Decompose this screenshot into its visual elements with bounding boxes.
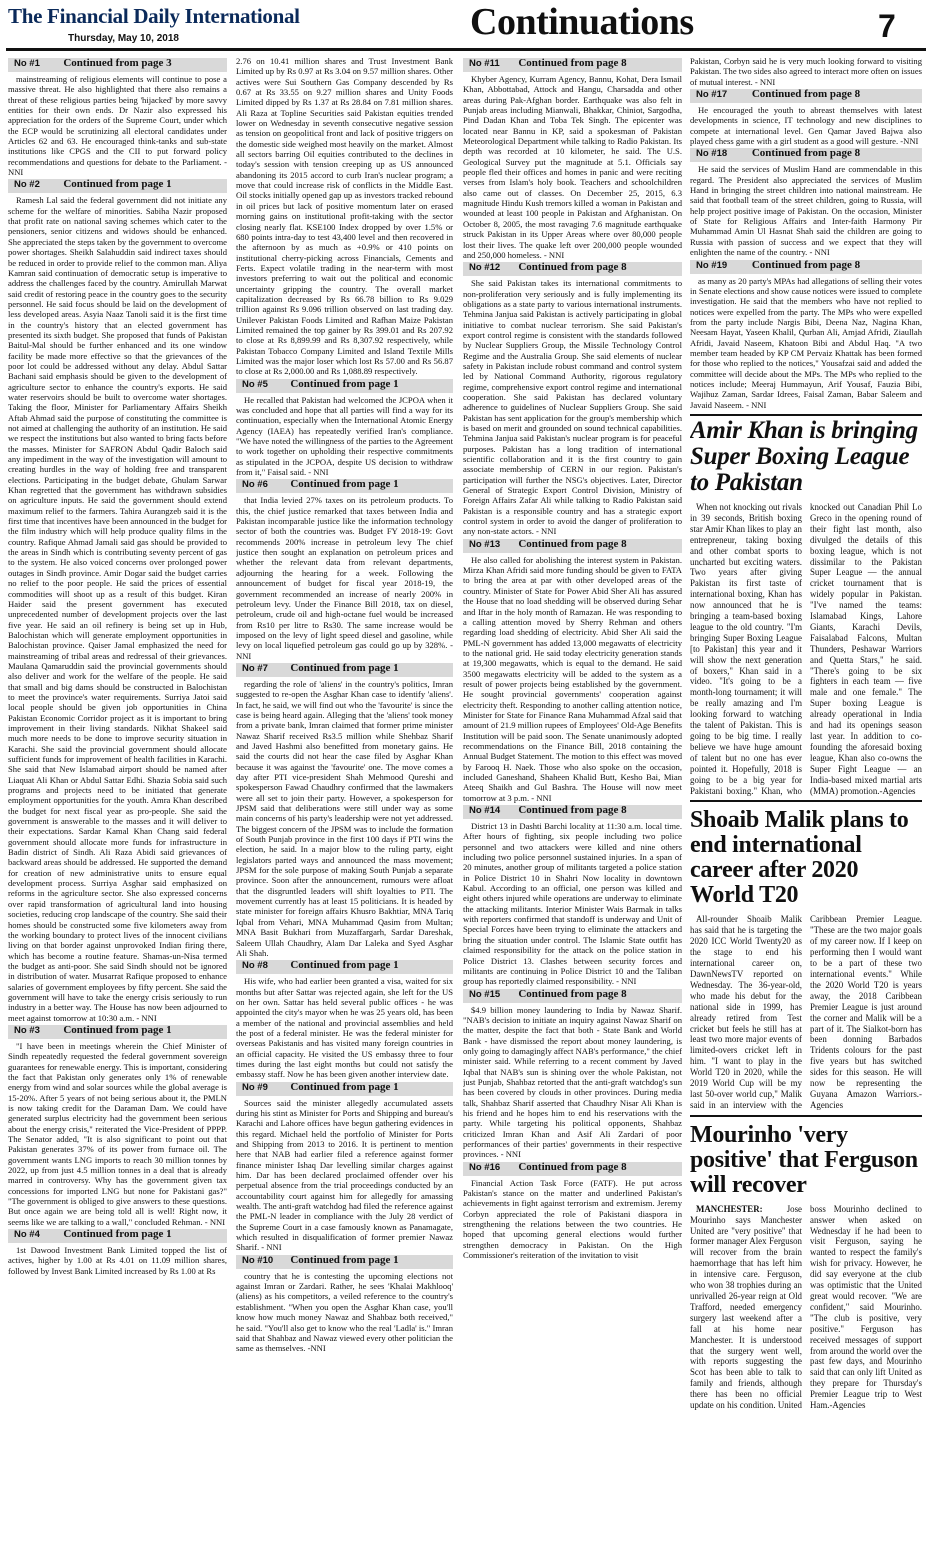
article-text: He recalled that Pakistan had welcomed the JCPOA when it was concluded and hope that all parties will find a way for its continuation, especially when the International Atomic Energy Agency (IAEA) has repeatedly verified Iran's compliance. "We have noted the willingness of the parties to the Agreement to work together on upholding their respective commitments as stipulated in the JCPOA, despite US decision to withdraw from it," Faisal said. - NNI [236,394,453,478]
box-number: No #3 [14,1024,40,1036]
box-label: Continued from page 1 [290,1080,399,1093]
continuation-box-11 [463,58,682,72]
box-number: No #13 [469,538,501,550]
box-number: No #7 [242,662,268,674]
article-text: He said the services of Muslim Hand are commendable in this regard. The President also appreciated the services of Muslim Hand in bringing the street children into national mainstream. He said that football team of the street children, going to Russia, will help project positive image of Pakistan. On the occasion, Minister of State for Religious Affairs and Inter-faith Harmony Pir Muhammad Amin Ul Hasnat Shah said the children are going to Russia with passion of success and we expect that they will enlighten the name of the country. - NNI [690,164,922,258]
box-label: Continued from page 1 [290,377,399,390]
box-label: Continued from page 1 [290,661,399,674]
story-body: Jose Mourinho says Manchester United are "very positive" that former manager Alex Ferguson will recover from the brain haemorrhage that has left him in intensive care. Ferguson, who won 38 trophies during an unrivalled 26-year reign at Old Trafford, needed emergency surgery last weekend after a fall at his home near Manchester. It is understood that the surgery went well, with reports suggesting the Scot has been able to talk to family and friends, although there has been no official update on his condition. United boss Mourinho declined to answer when asked on Wednesday if he had been to visit Ferguson, saying he wanted to respect the family's wish for privacy. However, he did say everyone at the club was optimistic that the United great would recover. "We are confident," said Mourinho. "The club is positive, very positive." Ferguson has received messages of support from around the world over the past few days, and Mourinho said that can only lift United as they prepare for Thursday's Premier League trip to West Ham.-Agencies [690,1203,922,1411]
article-text: Ramesh Lal said the federal government did not initiate any scheme for the welfare of minorities. Sabiha Nazir proposed that profit rate on national saving schemes which cater to the pensioners, senior citizens and widows should be enhanced. She appreciated the steps taken by the government to overcome power shortages. Sheikh Salahuddin said indirect taxes should be reduced in order to provide relief to the common man. Aliya Kamran said continuation of democratic setup is imperative to address the challenges faced by the country. Amirullah Marwat said credit of restoring peace in the country goes to the security personnel. He said focus should be laid on the development of less developed areas. Asyia Naaz Tanoli said it is the first time in the country's history that an elected government has presented its sixth budget. She proposed that funds of Pakistan Baitul-Mal should be further enhanced and its one window facility be made more effective so that the grievances of the poor lot could be addressed without any delay. Abdul Sattar Bachani said emphasis should be given to the development of agriculture sector to enhance the country's exports. He said water reservoirs should be built to overcome water shortages. Taking the floor, Minister for Parliamentary Affairs Sheikh Aftab Ahmad said the purpose of constituting the committee is not aimed at challenging the authority of an institution. He said we respect the institutions but also wanted to bring facts before the masses. Minister for SAFRON Abdul Qadir Baloch said any impediment in the way of the investigation will amount to creating hurdles in the way of holding free and transparent elections. Participating in the budget debate, Ghulam Sarwar Khan regretted that the government has withdrawn subsidies on agriculture inputs. He said the government should extend maximum relief to the farmers. Tahira Aurangzeb said it is the first time that incentives have been announced in the budget for the film industry which will help produce quality films in the country. Rafique Ahmad Jamali said gas should be provided to the areas in Sindh which is contributing seventy percent of gas to the system. He also voiced concerns over prolonged power outages in Sindh province. Amir Dogar said the budget carries no relief to the poor people. He said the prices of essential commodities will shoot up as a result of this budget. Kiran Haider said the present government has executed unprecedented number of development projects over the last five year. He said an oil refinery is being set up in Hub, Balochistan which will generate employment opportunities in Balochistan province. Qaiser Jamal emphasized the need for mainstreaming of tribal areas and redressal of their grievances. Maulana Qamaruddin said the provincial governments should also deliver and work for the welfare of the people. He said that small and big dams should be constructed in Balochistan to meet the province's water requirements. Surriya Jatoi said local people should be given job opportunities in China Pakistan Economic Corridor project as it is important to bring improvement in their living standards. Nikhat Shakeel said much more needs to be done to improve security situation in Karachi. She said the provincial government should allocate sufficient funds for improvement of health facilities in Karachi. She said that New Islamabad airport should be named after Liaquat Ali Khan or Abdul Sattar Edhi. Shazia Sobia said such programs and projects need to be initiated that generate employment opportunities for the youth. Amra Khan described the budget for next fiscal year as pro-people. She said the government is answerable to the masses and it will deliver to their expectations. Sardar Kamal Khan Chang said federal government should allocate more funds for infrastructure in Badin district of Sindh. Ali Raza Abidi said grievances of backward areas should be addressed. He supported the demand for creation of new administrative units to ensure equal development process. Surriya Asghar said emphasized on reforms in the agriculture sector. She also expressed concerns over rapid transformation of agricultural land into housing societies, reducing crop landscape of the country. She said their homes should be constructed some five kilometers away from the working boundary to protect lives of the innocent civilians living on that border against unprovoked Indian firing there, which has become a routine feature. Shamas-un-Nisa termed the budget as anti-poor. She said Sindh should not be ignored in distribution of water. Musarrat Rafique proposed to enhance salaries of government employees by fifty percent. She said the government will have to take the energy crisis seriously to run industry in a better way. The House has now been adjourned to meet against tomorrow at 10:30 a.m. - NNI [8,195,227,1023]
box-number: No #8 [242,960,268,972]
box-label: Continued from page 8 [518,804,627,817]
article-text: as many as 20 party's MPAs had allegations of selling their votes in Senate elections and show cause notices were issued to complete investigation. He said that the members who have not replied to notices were expelled from the party. The MPs who were expelled from the party include Nargis Bibi, Deena Naz, Nagina Khan, Neesam Hayat, Yaseen Khalil, Qurban Ali, Amjad Afridi, Ziaullah Afridi, Javaid Naseem, Khatoon Bibi and Abdul Haq. "A two member team headed by KP CM Pervaiz Khattak has been formed for those who replied to the notices," Yousafzai said and added the committee will decide about the MPs. The MPs who replied to the notices include; Meeraj Hummayun, Arif Yousaf, Fauzia Bibi, Wajihuz Zaman, Sardar Idrees, Faisal Zaman, Babar Saleem and Javaid Naseem. - NNI [690,275,922,410]
box-label: Continued from page 8 [518,987,627,1000]
headline-mourinho: Mourinho 'very positive' that Ferguson will recover [690,1121,918,1198]
story-shoaib-malik [690,914,922,1110]
box-label: Continued from page 1 [63,1228,172,1241]
article-text: Financial Action Task Force (FATF). He put across Pakistan's stance on the matter and underlined Pakistan's achievements in fight against terrorism and extremism. Jeremy Corbyn appreciated the role of Pakistani diaspora in strengthening the relations between the two countries. He hoped that upcoming general elections would further strengthen democracy in Pakistan. On the High Commissioner's reiteration of the invitation to visit [463,1177,682,1261]
article-text: Sources said the minister allegedly accumulated assets during his stint as Minister for Ports and Shipping and bureau's Karachi and Lahore offices have begun gathering evidences in this regard. Michael held the portfolio of Minister for Ports and Shipping from 2013 to 2016. It is pertinent to mention here that NAB had earlier filed a reference against former finance minister Ishaq Dar levelling similar charges against him. Dar has been declared proclaimed offender over his perpetual absence from the trial proceedings conducted by an accountability court against him for allegedly for amassing wealth. The anti-graft watchdog had filed the reference against the PML-N leader in compliance with the July 28 verdict of the Supreme Court in a case famously known as Panamagate, which resulted in disqualification of former premier Nawaz Sharif. - NNI [236,1097,453,1253]
box-label: Continued from page 3 [63,57,172,69]
box-label: Continued from page 1 [290,959,399,972]
box-number: No #6 [242,479,268,491]
continuation-box-6 [236,479,453,493]
box-number: No #2 [14,179,40,191]
article-text: She said Pakistan takes its international commitments to non-proliferation very seriously and is fully implementing its obligations as a state party to various international instruments. Tehmina Janjua said Pakistan is actively participating in global initiative to combat nuclear terrorism. She said Pakistan's export control regime is consistent with the standards followed by Nuclear Suppliers Group, the Missile Technology Control Regime and the Australia Group. She said elements of nuclear safety in Pakistan include robust command and control system led by National Command Authority, rigorous regulatory regime, comprehensive export control regime and international cooperation. She said Pakistan has declared voluntary adherence to guidelines of Nuclear Suppliers Group. She said Pakistan has sent application for the group's membership which is based on merit and grounded on sound technical capabilities. Tehmina Janjua said Pakistan's nuclear program is for peaceful purposes. Pakistan has a long tradition of international scientific collaboration and it is the first country to gain associate membership of CERN in our region. Pakistan's participation will further the NSG's objectives. Later, Director General of Strategic Export Control Division, Ministry of Foreign Affairs Zafar Ali while talking to Radio Pakistan said Pakistan is a responsible country and has a strategic export control system in order to avoid the danger of proliferation to any non-state actors. - NNI [463,278,682,537]
box-number: No #9 [242,1081,268,1093]
box-label: Continued from page 1 [63,1023,172,1036]
box-label: Continued from page 1 [63,178,172,191]
article-text: that India levied 27% taxes on its petroleum products. To this, the chief justice remarked that taxes between India and Pakistan incomparable justice like the information technology sector of both the countries was. Budget FY 2018-19: Govt recommends 200% increase in petroleum levy The chief justice then sought an explanation on petroleum prices and whether the relevant data from relevant departments, adjourning the hearing for a week. Following the announcement of budget for fiscal year 2018-19, the government recommended an increase of nearly 200% in petroleum levy. Under the Finance Bill 2018, tax on diesel, petroleum, crude oil and high-octane fuel would be increased from Rs10 per litre to Rs30. The same increase would be imposed on the levy of light speed diesel and gasoline, while levy on local liquefied petroleum gas could go up by 328%. - NNI [236,495,453,661]
continuation-box-2 [8,179,227,193]
box-number: No #12 [469,262,501,274]
box-number: No #5 [242,378,268,390]
continuation-box-9 [236,1082,453,1096]
box-label: Continued from page 1 [290,1253,399,1266]
page-number: 7 [878,8,896,44]
story-text: All-rounder Shoaib Malik has said that he is targeting the 2020 ICC World Twenty20 as the stage to end his international career on, DawnNewsTV reported on Wednesday. The 36-year-old, who made his debut for the national side in 1999, has already retired from Test cricket but feels he still has at least two more major events of limited-overs cricket left in him. "I want to play in the World T20 in 2020, while the 2019 World Cup will be my last 50-over world cup," Malik said in an interview with the Caribbean Premier League. "These are the two major goals of my career now. If I keep on performing then I would want to be a part of these two international events." While the 2020 World T20 is years away, the 2018 Caribbean Premier League is just around the corner and Malik will be a part of it. The Sialkot-born has been donning Barbados Tridents colours for the past five years but has switched sides for this season. He will now be representing the Guyana Amazon Warriors.-Agencies [690,914,922,1110]
continuation-box-19 [690,260,922,274]
continuation-box-7 [236,663,453,677]
box-label: Continued from page 1 [290,478,399,491]
issue-date: Thursday, May 10, 2018 [68,33,179,44]
continuation-box-15 [463,989,682,1003]
newspaper-title: The Financial Daily International [8,4,300,28]
story-divider [690,800,922,802]
column-3 [463,56,682,1550]
box-number: No #1 [14,58,40,69]
story-amir-khan [690,502,922,796]
box-number: No #15 [469,988,501,1000]
box-number: No #19 [696,259,728,271]
box-number: No #11 [469,58,500,69]
article-text: regarding the role of 'aliens' in the country's politics, Imran suggested to re-open the Asghar Khan case to identify 'aliens'. In fact, he said, we will find out who the 'favourite' is since the case is being heard again. Alleging that the 'aliens' took money from a private bank, Imran claimed that former prime minister Nawaz Sharif received Rs3.5 million while Shehbaz Sharif and Javed Hashmi also benefitted from monetary gains. He said the courts did not hear the case filed by Asghar Khan because it was against the 'favourite' one. The move comes a day after PTI vice-president Shah Mehmood Qureshi and spokesperson Fawad Chaudhry confirmed that the lawmakers were all set to join their party. However, a spokesperson for JPSM said that deliberations were still under way as some main concerns of his party's leadership were not yet addressed. The biggest concern of the JPSM was to include the formation of South Punjab province in the first 100 days if PTI wins the election, he said. In a major blow to the ruling party, eight legislators parted ways and announced the mass movement; JPSM for the sole purpose of making South Punjab a separate province. Soon after the announcement, rumours were afloat that the disgruntled leaders will shift loyalties to PTI. The movement currently has at least 15 politicians. It is headed by state minister for foreign affairs Khusro Bakhtiar, MNA Tariq Iqbal from Vehari, MNA Muhammad Qasim from Multan; MNA Basit Bukhari from Muzaffargarh, Sardar Dareshak, Saleem Ullah Chaudhry, Alam Dar Laleka and Syed Asghar Ali Shah. [236,678,453,958]
article-text: $4.9 billion money laundering to India by Nawaz Sharif. "NAB's decision to initiate an inquiry against Nawaz Sharif on the matter, despite the fact that both - State Bank and World Bank - have dismissed the report about money laundering, is only going to damagingly affect NAB's performance," the chief minister said. While referring to a recent comment by Javed Iqbal that NAB's sun is shining over the whole Pakistan, not just Punjab, Shahbaz retorted that the anti-graft watchdog's sun has been covered by clouds in other provinces. During media talk, Shahbaz Sharif asserted that Chaudhry Nisar Ali Khan is his friend and he hopes him to end his reservations with the party. While targeting his political opponents, Shahbaz criticized Imran Khan and Asif Ali Zardari of poor performances of their parties' governments in their respective provinces. - NNI [463,1004,682,1160]
article-text: District 13 in Dashti Barchi locality at 11:30 a.m. local time. After hours of fighting, six people including two police personnel and two attackers were killed and nine others including two police personnel sustained injuries. In a span of 20 minutes, another group of militants targeted a police station in Police District 10 in Shahri Now locality in downtown Kabul. According to an official, one person was killed and eight others injured while operations are underway to eliminate the attacking militants. Interior Minister Wais Barmak in talks with reporters confirmed that standoff is underway and Unit of Special Forces have been trying to eliminate the attackers and bring the situation under control. The Islamic State outfit has claimed responsibility for the attack on the police station in Police District 13. Clashes between security forces and militants are continuing in Police District 10 and the Taliban group has reportedly claimed responsibility. - NNI [463,821,682,987]
box-label: Continued from page 8 [518,537,627,550]
story-divider [690,1115,922,1117]
box-number: No #16 [469,1161,501,1173]
box-number: No #14 [469,805,501,817]
box-label: Continued from page 8 [518,1160,627,1173]
article-text: "I have been in meetings wherein the Chief Minister of Sindh repeatedly requested the federal government sovereign guarantees for renewable energy. This is important, considering the fact that Pakistan only generates only 1% of renewable energy from wind and solar sources while the global average is 15-20%. After 5 years of not being serious about it, the PMLN is now taking credit for the Daraman Dam. We could have generated surplus electricity had the government been serious about the energy crisis," reiterated the Vice-President of PPPP. The Senator added, "It is also significant to point out that Pakistan generates 37% of its power from furnace oil. The government wants LNG imports to reach 30 million tonnes by 2022, up from just 4.5 million tonnes in a deal that is already marred in controversy. Why has the government given tax concessions for imported LNG but none for Pakistani gas?" "The government is obliged to give answers to these questions. But once again we are being told all is well! Right now, it seems like we are talking to a wall," concluded Rehman. - NNI [8,1040,227,1227]
article-text: country that he is contesting the upcoming elections not against Imran or Zardari. Rather, he sees 'Khalai Makhlooq' (aliens) as his competitors, a veiled reference to the country's establishment. "When you open the Asghar Khan case, you'll know how much money Nawaz and Shahbaz both received," he said. "You'll also get to know who the real 'Ladla' is." Imran said that Shahbaz and Nawaz viewed every other politician the same as themselves. -NNI [236,1270,453,1354]
continuation-box-3 [8,1025,227,1039]
box-label: Continued from page 8 [751,147,861,160]
column-2 [236,56,453,1550]
article-text: He encouraged the youth to abreast themselves with latest developments in science, IT technology and new disciplines to compete at international level. Gen Qamar Javed Bajwa also played chess game with a girl student as a good will gesture. -NNI [690,105,922,147]
continuation-box-1 [8,58,227,72]
continuation-box-13 [463,539,682,553]
article-text: 2.76 on 10.41 million shares and Trust Investment Bank Limited up by Rs 0.97 at Rs 3.04 on 9.57 million shares. Other actives were Sui Southern Gas Company descended by Rs 0.67 at Rs 33.55 on 9.27 million shares and Unity Foods Limited dipped by Rs 1.37 at Rs 28.84 on 7.81 million shares. Ali Raza at Topline Securities said Pakistan equities trended lower on Wednesday in seventh consecutive negative session as tension on geopolitical front and lack of positive triggers on the domestic side weighed most heavily on the market. Almost all sectors barring Oil equities contributed to the declines in today's session with tension creeping up as US announced abandoning its 2015 accord to curb Iran's nuclear program; a move that could increase risk of conflicts in the Middle East. Oil stocks initially opened gap up as investors tracked rebound in oil prices but lack of positive momentum later on erased morning gains on institutional profit-taking with the sector closing nearly flat. KSE100 Index dropped by over 1.5% or 680 points intra-day to test 43,400 level and then recovered in the afternoon by as much as +0.9% or 410 points on institutional cherry-picking across Financials, Cements and Ferts. Expect volatile trading in the near-term with most investors preferring to wait out the political and economic uncertainty gripping the country. The overall market capitalization decreased by Rs 66.78 billion to Rs 9.029 trillion against Rs 9.096 trillion observed on last trading day. Unilever Pakistan Foods Limited and Rafhan Maize Pakistan Limited remained the top gainer by Rs 399.01 and Rs 207.92 to close at Rs 8,899.99 and Rs 8,307.92 respectively, while Pakistan Tobacco Company Limited and Island Textile Mills Limited was the major loser which lost Rs 57.00 and Rs 56.87 to close at Rs 2,000.00 and Rs 1,088.89 respectively. [236,56,453,377]
headline-shoaib-malik: Shoaib Malik plans to end international career after 2020 World T20 [690,807,909,909]
continuation-box-8 [236,960,453,974]
continuation-box-10 [236,1255,453,1269]
box-label: Continued from page 8 [751,88,861,101]
story-divider [690,414,922,416]
headline-amir-khan: Amir Khan is bringing Super Boxing League to Pakistan [690,416,918,496]
box-label: Continued from page 8 [518,57,627,69]
continuation-box-5 [236,379,453,393]
article-text: Pakistan, Corbyn said he is very much looking forward to visiting Pakistan. The two sides also agreed to interact more often on issues of mutual interest. - NNI [690,56,922,87]
box-number: No #18 [696,148,728,160]
box-label: Continued from page 8 [751,258,861,271]
box-number: No #10 [242,1254,274,1266]
continuation-box-12 [463,262,682,276]
article-text: His wife, who had earlier been granted a visa, waited for six months but after Sattar was rejected again, she left for the US on her own. Sattar has held several public offices - he was appointed the city's mayor when he was 25 years old, has been a member of the national and provincial assemblies and held the post of a federal minister. He was the federal minister for overseas Pakistanis and has visited many foreign countries in an official capacity. He visited the US embassy three to four times during the last eight months but could not satisfy the embassy staff. Now he has been given another interview date. [236,976,453,1080]
continuation-box-18 [690,148,922,162]
article-text: He also called for abolishing the interest system in Pakistan. Mirza Khan Afridi said more funding should be given to FATA to bring the area at par with other developed areas of the country. Minister of State for Power Abid Sher Ali has assured the House that no load shedding will be observed during Sehar and Iftar in the holy month of Ramazan. He was responding to a calling attention moved by Sherry Rehman and others regarding load shedding of electricity. Abid Sher Ali said the PML-N government has added 13,000 megawatts of electricity to the national grid. He said today electricity generation stands at 19,300 megawatts, which is equal to the demand. He said 3500 megawatts electricity will be added to the system as a result of power projects being established by the government. He sought provincial governments' cooperation against electricity theft. Responding to another calling attention notice, Minister for State for Finance Rana Muhammad Afzal said that amount of 21.9 million rupees of Employees' Old-Age Benefits Institution will be paid soon. The Senate unanimously adopted recommendations on the Finance Bill, 2018 containing the Annual Budget Statement. The motion to this effect was moved by Farooq H. Naek. Those who also spoke on the occasion, included Ganeshand, Shaheen Khalid Butt, Kesho Bai, Mian Ateeq Shaikh and Gul Bashra. The House will now meet tomorrow at 3 p.m. - NNI [463,554,682,803]
continuation-box-17 [690,89,922,103]
story-text [690,1204,922,1411]
box-number: No #17 [696,89,728,101]
article-text: Khyber Agency, Kurram Agency, Bannu, Kohat, Dera Ismail Khan, Abbottabad, Attock and Hangu, Charsadda and other areas during Pak-Afghan border. Earthquake was also felt in Punjab areas including Mianwali, Bhakkar, Chiniot, Sargodha, Pind Dadan Khan and Toba Tek Singh. The epicenter was located near Bannu in KP, said a spokesman of Pakistan Meteorological Department while talking to Radio Pakistan. Its depth was recorded at 10 kilometer, he said. The U.S. Geological Survey put the magnitude at 5.1. Officials say people fled their offices and homes in panic and were reciting verses from Islam's holy book. Teachers and schoolchildren also came out of classes. On December 25, 2015, 6.3 magnitude Hindu Kush tremors killed a woman in Pakistan and wounded at least 100 people in Pakistan and Afghanistan. On October 8, 2005, the most ravaging 7.6 magnitude earthquake struck Pakistan in its Upper Areas where over 80,000 people lost their lives. The quake left over 200,000 people wounded and 250,000 homeless. - NNI [463,74,682,260]
article-text: mainstreaming of religious elements will continue to pose a massive threat. He also highlighted that there also remains a threat of these religious parties being 'hijacked' by more savvy entities for their own ends. Dr Nazir also expressed his appreciation for the orders of the Supreme Court, under which the ECP would be scrutinizing all electoral candidates under Articles 62 and 63. He encouraged think-tanks and sub-state institutions like CPGS and the CII to put forward policy recommendations and questions for debate to the Parliament. - NNI [8,74,227,178]
box-label: Continued from page 8 [518,261,627,274]
box-number: No #4 [14,1229,40,1241]
masthead [0,0,931,52]
continuation-box-4 [8,1229,227,1243]
continuation-box-14 [463,805,682,819]
column-1 [8,56,227,1550]
dateline: MANCHESTER: [696,1203,763,1214]
story-text: When not knocking out rivals in 39 seconds, British boxing star Amir Khan likes to play an entrepreneur, taking boxing and other combat sports to uncharted but exciting waters. Two years after giving Pakistan its first taste of international boxing, Khan has now announced that he is bringing a team-based boxing league to the old country. "I'm bringing Super Boxing League [to Pakistan] this year and it will show the next generation of boxers," Khan said in a video. "It's going to be a month-long tournament; it will be really amazing and I'm looking forward to watching the talent of Pakistan. This is going to be big time. I really believe we have huge amount of talent but no one has ever pointed it. Hopefully, 2018 is going to be a big year for Pakistani boxing." Khan, who knocked out Canadian Phil Lo Greco in the opening round of their fight last month, also divulged the details of this boxing league, which is not dissimilar to the Pakistan Super League — the annual cricket tournament that is widely popular in Pakistan. "I've named the teams: Islamabad Kings, Lahore Giants, Karachi Devils, Faisalabad Falcons, Multan Thunders, Peshawar Warriors and Quetta Stars," he said. "There's going to be six fighters in each team — five male and one female." The Super boxing League is already operational in India and had its openings season last year. In addition to co-founding the aforesaid boxing league, Khan also co-owns the Super Fight League — an India-based mixed martial arts (MMA) promotion.-Agencies [690,501,922,796]
column-4 [690,56,922,1550]
continuation-box-16 [463,1162,682,1176]
article-text: 1st Dawood Investment Bank Limited topped the list of actives, higher by 1.00 at Rs 4.01 on 11.09 million shares, followed by Invest Bank Limited increased by Rs 1.00 at Rs [8,1245,227,1276]
masthead-rule [6,48,926,51]
story-mourinho [690,1204,922,1411]
section-title: Continuations [470,1,694,43]
